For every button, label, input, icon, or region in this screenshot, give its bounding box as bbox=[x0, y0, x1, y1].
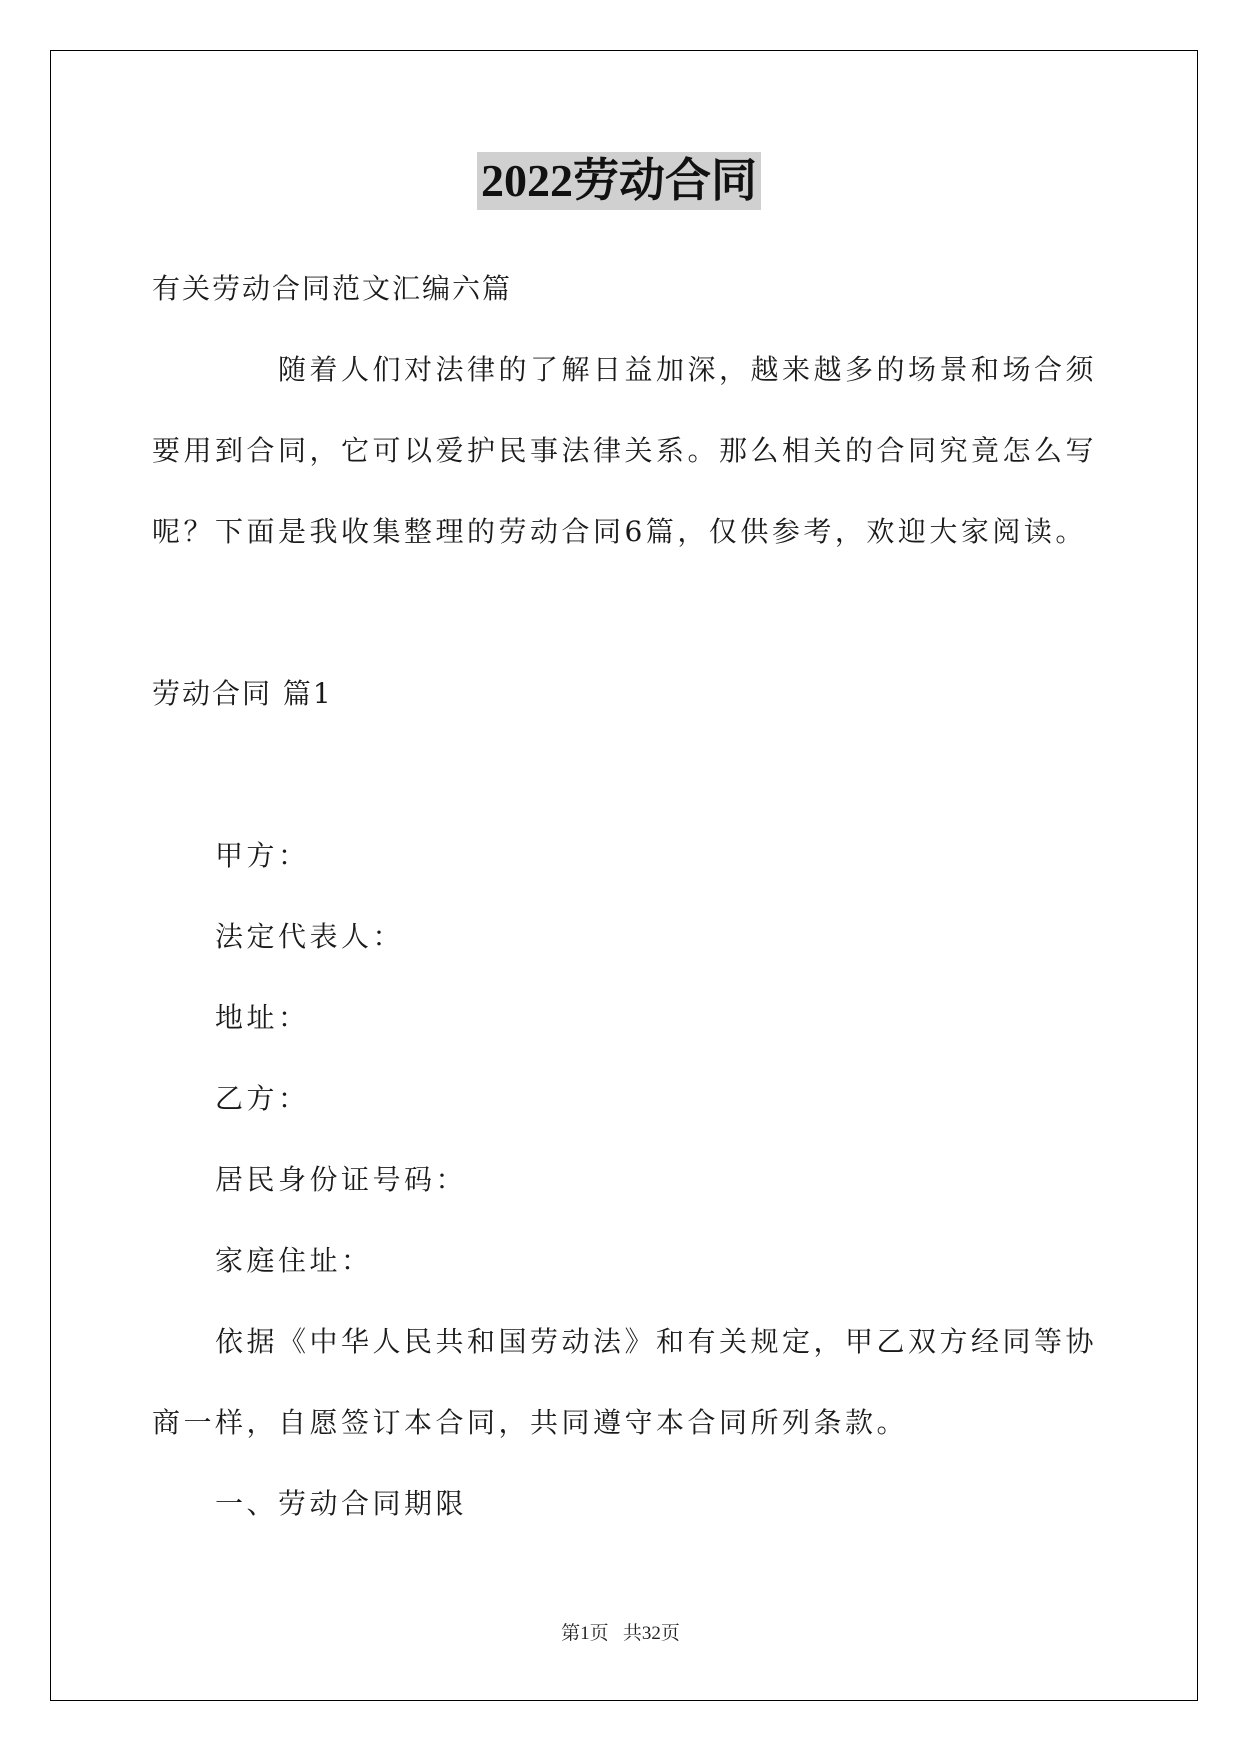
intro-line: 呢？下面是我收集整理的劳动合同6篇，仅供参考，欢迎大家阅读。 bbox=[152, 515, 1087, 548]
body-line: 商一样，自愿签订本合同，共同遵守本合同所列条款。 bbox=[152, 1406, 909, 1439]
body-line: 依据《中华人民共和国劳动法》和有关规定，甲乙双方经同等协 bbox=[215, 1325, 1098, 1358]
page-number-footer: 第1页 共32页 bbox=[561, 1623, 680, 1644]
intro-line: 随着人们对法律的了解日益加深，越来越多的场景和场合须 bbox=[278, 353, 1098, 386]
section-heading: 劳动合同 篇1 bbox=[152, 677, 333, 710]
intro-line: 要用到合同，它可以爱护民事法律关系。那么相关的合同究竟怎么写 bbox=[152, 434, 1098, 467]
field-home-address: 家庭住址： bbox=[215, 1244, 373, 1277]
field-address: 地址： bbox=[215, 1001, 310, 1034]
field-party-b: 乙方： bbox=[215, 1082, 310, 1115]
field-id-number: 居民身份证号码： bbox=[215, 1163, 468, 1196]
document-title: 2022劳动合同 bbox=[477, 152, 761, 210]
clause-heading: 一、劳动合同期限 bbox=[215, 1487, 468, 1520]
document-subtitle: 有关劳动合同范文汇编六篇 bbox=[152, 272, 513, 305]
field-party-a: 甲方： bbox=[215, 839, 310, 872]
field-legal-representative: 法定代表人： bbox=[215, 920, 405, 953]
